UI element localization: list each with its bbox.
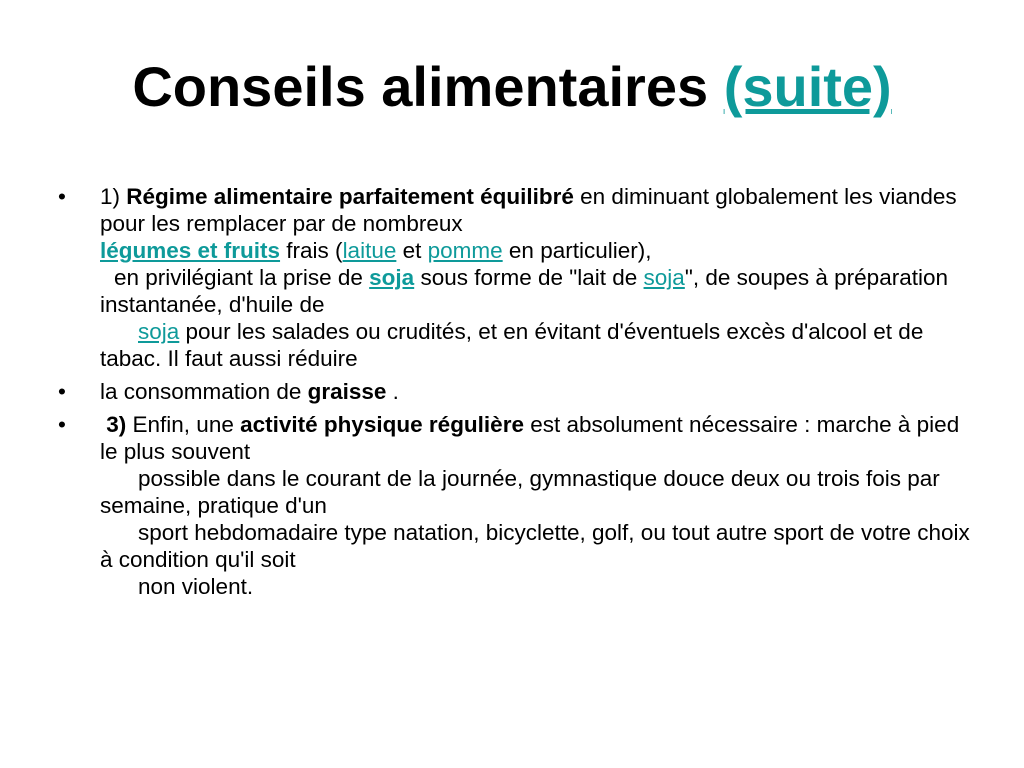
bullet-marker: • — [58, 184, 66, 209]
bullet-marker: • — [58, 379, 66, 404]
text-segment: Enfin, une — [126, 412, 241, 437]
text-segment: en particulier), — [502, 238, 652, 263]
text-segment: est absolument nécessaire : marche à pied le plus souvent — [100, 412, 960, 464]
text-segment: possible dans le courant de la journée, gymnastique douce deux ou trois fois par semaine, pratique d'un — [100, 466, 940, 518]
bullet-item-regime — [56, 183, 976, 372]
text-segment: non violent. — [138, 574, 254, 599]
text-segment: frais ( — [280, 238, 343, 263]
title-main: Conseils alimentaires — [132, 55, 709, 118]
bullet-item-graisse — [56, 378, 976, 405]
slide-content — [56, 183, 976, 606]
link-laitue[interactable]: laitue — [342, 238, 397, 263]
bold-activite: activité physique régulière — [240, 412, 524, 437]
text-segment: sport hebdomadaire type natation, bicyclette, golf, ou tout autre sport de votre choix à condition qu'il soit — [100, 520, 970, 572]
text-segment: ", de soupes à préparation instantanée, d'huile de — [100, 265, 948, 317]
title-suite-link[interactable]: (suite) — [723, 55, 892, 118]
text-segment: en privilégiant la prise de — [114, 265, 370, 290]
text-segment: et — [396, 238, 428, 263]
text-segment: . — [386, 379, 399, 404]
link-pomme[interactable]: pomme — [427, 238, 503, 263]
text-segment: la consommation de — [100, 379, 308, 404]
link-legumes-fruits[interactable]: légumes et fruits — [100, 238, 281, 263]
slide-title — [0, 55, 1024, 119]
link-soja[interactable]: soja — [643, 265, 685, 290]
link-soja-salades[interactable]: soja — [138, 319, 180, 344]
bold-step-3: 3) — [100, 412, 127, 437]
text-segment: en diminuant globalement les viandes pour les remplacer par de nombreux — [100, 184, 957, 236]
bold-regime: Régime alimentaire parfaitement équilibré — [126, 184, 574, 209]
bullet-marker: • — [58, 412, 66, 437]
text-segment: pour les salades ou crudités, et en évitant d'éventuels excès d'alcool et de tabac. Il faut aussi réduire — [100, 319, 924, 371]
link-soja-bold[interactable]: soja — [369, 265, 415, 290]
bullet-item-activite — [56, 411, 976, 600]
bold-graisse: graisse — [307, 379, 387, 404]
text-segment: sous forme de "lait de — [414, 265, 644, 290]
text-segment: 1) — [100, 184, 127, 209]
